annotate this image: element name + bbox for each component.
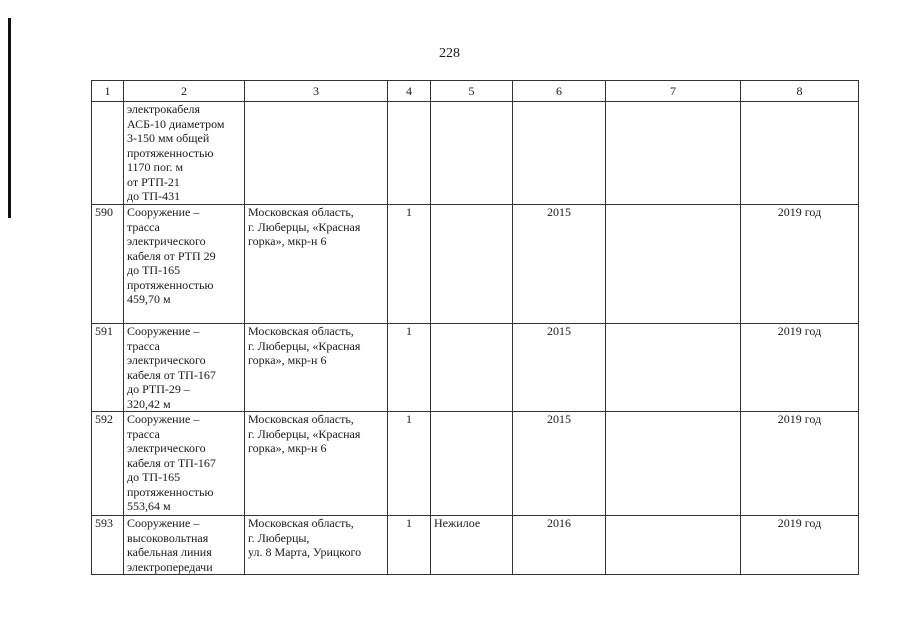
row-number: 590 [92, 205, 124, 324]
object-type [431, 324, 513, 412]
object-name: Сооружение – трасса электрического кабеля от ТП-167 до ТП-165 протяженностью 553,64 м [124, 412, 245, 516]
row-number: 592 [92, 412, 124, 516]
col-7-value [606, 205, 741, 324]
object-type [431, 205, 513, 324]
header-row [92, 81, 859, 102]
object-address: Московская область, г. Люберцы, «Красная горка», мкр-н 6 [245, 205, 388, 324]
object-address: Московская область, г. Люберцы, «Красная горка», мкр-н 6 [245, 324, 388, 412]
object-type [431, 412, 513, 516]
table-row [92, 324, 859, 412]
quantity: 1 [388, 516, 431, 575]
registry-table [91, 80, 859, 575]
year: 2015 [513, 324, 606, 412]
quantity: 1 [388, 412, 431, 516]
page-number: 228 [439, 46, 460, 61]
col-7-value [606, 324, 741, 412]
header-col-3: 3 [245, 81, 388, 102]
col-8-value: 2019 год [741, 516, 859, 575]
col-7-value [606, 412, 741, 516]
header-col-8: 8 [741, 81, 859, 102]
quantity: 1 [388, 205, 431, 324]
year: 2015 [513, 205, 606, 324]
col-8-value [741, 102, 859, 205]
object-name: электрокабеля АСБ-10 диаметром 3-150 мм общей протяженностью 1170 пог. м от РТП-21 до ТП-431 [124, 102, 245, 205]
object-name: Сооружение – трасса электрического кабеля от РТП 29 до ТП-165 протяженностью 459,70 м [124, 205, 245, 324]
col-8-value: 2019 год [741, 412, 859, 516]
table-row-continuation [92, 102, 859, 205]
col-8-value: 2019 год [741, 324, 859, 412]
header-col-2: 2 [124, 81, 245, 102]
object-address: Московская область, г. Люберцы, ул. 8 Марта, Урицкого [245, 516, 388, 575]
header-col-6: 6 [513, 81, 606, 102]
object-address [245, 102, 388, 205]
row-number: 591 [92, 324, 124, 412]
year: 2015 [513, 412, 606, 516]
year: 2016 [513, 516, 606, 575]
table-row [92, 516, 859, 575]
table-row [92, 205, 859, 324]
row-number [92, 102, 124, 205]
header-col-1: 1 [92, 81, 124, 102]
object-address: Московская область, г. Люберцы, «Красная горка», мкр-н 6 [245, 412, 388, 516]
quantity: 1 [388, 324, 431, 412]
col-7-value [606, 102, 741, 205]
col-7-value [606, 516, 741, 575]
table-row [92, 412, 859, 516]
header-col-5: 5 [431, 81, 513, 102]
object-name: Сооружение – трасса электрического кабеля от ТП-167 до РТП-29 – 320,42 м [124, 324, 245, 412]
quantity [388, 102, 431, 205]
col-8-value: 2019 год [741, 205, 859, 324]
object-type [431, 102, 513, 205]
object-type: Нежилое [431, 516, 513, 575]
header-col-7: 7 [606, 81, 741, 102]
year [513, 102, 606, 205]
row-number: 593 [92, 516, 124, 575]
object-name: Сооружение – высоковольтная кабельная линия электропередачи [124, 516, 245, 575]
header-col-4: 4 [388, 81, 431, 102]
